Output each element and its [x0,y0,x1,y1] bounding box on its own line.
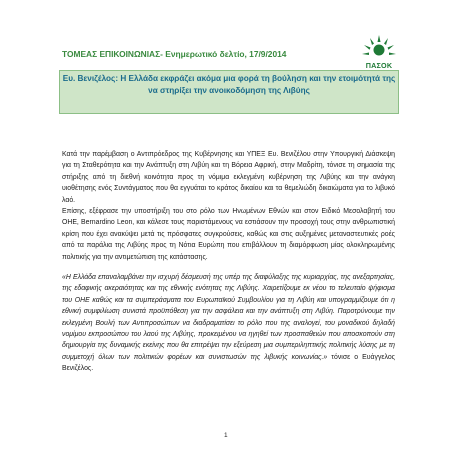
paragraph-1: Κατά την παρέμβαση ο Αντιπρόεδρος της Κυβέρνησης και ΥΠΕΞ Ευ. Βενιζέλου στην Υπουργική Διάσκεψη για τη Σταθερότητα και την Ανάπτυξη στη Λιβύη και τη Βόρεια Αφρική, στην Μαδρίτη, τόνισε τη σημασία της στήριξης από τη διεθνή κοινότητα προς τη νόμιμα εκλεγμένη κυβέρνηση της Λιβύης και την ανάγκη υιοθέτησης ενός Συντάγματος που θα εγγυάται το κράτος δικαίου και τα θεμελιώδη δικαιώματα για το λιβυκό λαό. [62,151,395,204]
quote-attribution: τόνισε ο Ευάγγελος Βενιζέλος. [62,353,395,373]
headline: Ευ. Βενιζέλος: Η Ελλάδα εκφράζει ακόμα μια φορά τη βούληση και την ετοιμότητά της να στηρίξει την ανοικοδόμηση της Λιβύης [62,74,396,95]
quote-text: «Η Ελλάδα επαναλαμβάνει την ισχυρή δέσμευσή της υπέρ της διαφύλαξης της κυριαρχίας, της ανεξαρτησίας, της εδαφικής ακεραιότητας και της εθνικής ενότητας της Λιβύης. Χαιρετίζουμε εκ νέου το τελευταίο ψήφισμα του ΟΗΕ καθώς και τα συμπεράσματα του Ευρωπαϊκού Συμβουλίου για τη Λιβύη και υπογραμμίζουμε ότι η εθνική συμφιλίωση συνιστά προϋπόθεση για την ασφάλεια και την ανάπτυξη στη Λιβύη. Παροτρύνουμε την εκλεγμένη Βουλή των Αντιπροσώπων να διαδραματίσει το ρόλο που της αναλογεί, του μοναδικού δηλαδή νομίμου εκπροσώπου του λαού της Λιβύης, προκειμένου να ηγηθεί των προσπαθειών που αποσκοπούν στη δημιουργία της δυναμικής εκείνης που θα επιτρέψει την εξεύρεση μια συμπεριληπτικής πολιτικής λύσης με τη συμμετοχή όλων των πολιτικών φορέων και συνιστωσών της λιβυκής κοινωνίας.» [62,274,395,361]
paragraph-2: Επίσης, εξέφρασε την υποστήριξη του στο ρόλο των Ηνωμένων Εθνών και στον Ειδικό Μεσολαβητή του ΟΗΕ, Bernardino Leon, και κάλεσε τους παριστάμενους να εστιάσουν την προσοχή τους στην ανθρωπιστική κρίση που έχει ανακύψει μετά τις πρόσφατες συγκρούσεις, καθώς και στις αυξημένες μεταναστευτικές ροές από τα παράλια της Λιβύης προς τη Νότια Ευρώπη που επιβάλλουν τη διαμόρφωση μίας ολοκληρωμένης πολιτικής για την αντιμετώπιση της κατάστασης. [62,208,395,261]
party-logo [358,33,400,73]
quote-paragraph [62,272,395,375]
sun-icon [358,33,400,61]
page-number: 1 [224,432,228,439]
logo-text: ΠΑΣΟΚ [365,61,393,70]
header-title: ΤΟΜΕΑΣ ΕΠΙΚΟΙΝΩΝΙΑΣ- Ενημερωτικό δελτίο, 17/9/2014 [62,49,287,59]
